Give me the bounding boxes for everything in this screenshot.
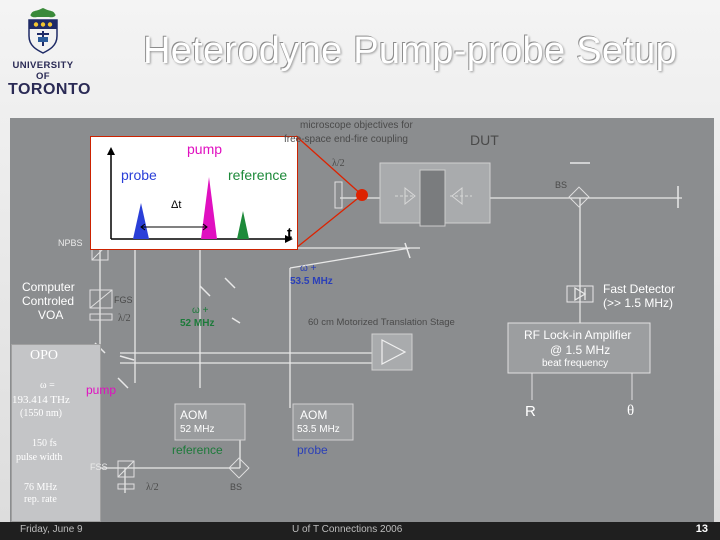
inset-probe-label: probe [121,167,157,183]
fgs-label: FGS [114,295,133,305]
logo-city-text: TORONTO [8,81,91,98]
aom2-label-line1: AOM [300,408,328,422]
footer-center: U of T Connections 2006 [292,524,403,535]
university-logo [8,6,91,101]
mhz-label-line2: rep. rate [24,494,57,505]
lambda2-bottom-label: λ/2 [146,482,159,493]
lambda2-top-label: λ/2 [332,158,345,169]
reference-pulse [237,211,249,239]
fast-detector-label-line1: Fast Detector [603,282,676,296]
aom1-label-line1: AOM [180,408,208,422]
lockin-label-line1: RF Lock-in Amplifier [524,328,632,342]
logo-university-text: UNIVERSITY OF [12,60,74,82]
opo-label: OPO [30,348,59,363]
npbs-label: NPBS [58,238,83,248]
fs-label-line2: pulse width [16,452,63,463]
bs-right-label: BS [555,180,568,190]
omega-eq-label: ω = [40,380,55,391]
output-r-label: R [525,403,536,420]
inset-delta-t-label: Δt [171,199,182,211]
footer-date: Friday, June 9 [20,524,83,535]
fast-detector-label-line2: (>> 1.5 MHz) [603,296,674,310]
computer-label-line3: VOA [38,308,64,322]
inset-reference-label: reference [228,167,288,183]
computer-label-line2: Controled [22,294,75,308]
nm-label: (1550 nm) [20,408,62,419]
omega-53-label-line2: 53.5 MHz [290,276,333,287]
objectives-label-line1: microscope objectives for [300,120,413,131]
thz-label: 193.414 THz [12,394,70,406]
inset-pump-label: pump [187,141,223,157]
inset-t-label: t [287,225,292,242]
objectives-label-line2: free-space end-fire coupling [284,134,408,145]
omega-53-label-line1: ω + [300,263,317,274]
omega-52-label-line1: ω + [192,305,209,316]
fs-label-line1: 150 fs [32,438,57,449]
reference-path-label: reference [172,443,223,457]
lockin-label-line2: @ 1.5 MHz [550,343,611,357]
setup-diagram [10,118,714,522]
output-theta-label: θ [627,403,635,419]
university-crest-icon [23,6,63,54]
fss-label: FSS [90,462,108,472]
dut-label: DUT [470,132,499,148]
slide-title: Heterodyne Pump-probe Setup [142,30,678,72]
mhz-label-line1: 76 MHz [24,482,58,493]
lockin-label-line3: beat frequency [542,358,609,369]
pump-path-label: pump [86,383,117,397]
omega-52-label-line2: 52 MHz [180,318,215,329]
lambda2-mid-label: λ/2 [118,313,131,324]
pulse-timing-inset [90,136,298,250]
bs-bottom-label: BS [230,482,243,492]
page-number: 13 [695,523,708,535]
probe-path-label: probe [297,443,328,457]
probe-pulse [133,203,149,239]
computer-label-line1: Computer [22,280,75,294]
stage-label: 60 cm Motorized Translation Stage [308,317,455,328]
aom2-label-line2: 53.5 MHz [297,424,340,435]
aom1-label-line2: 52 MHz [180,424,215,435]
